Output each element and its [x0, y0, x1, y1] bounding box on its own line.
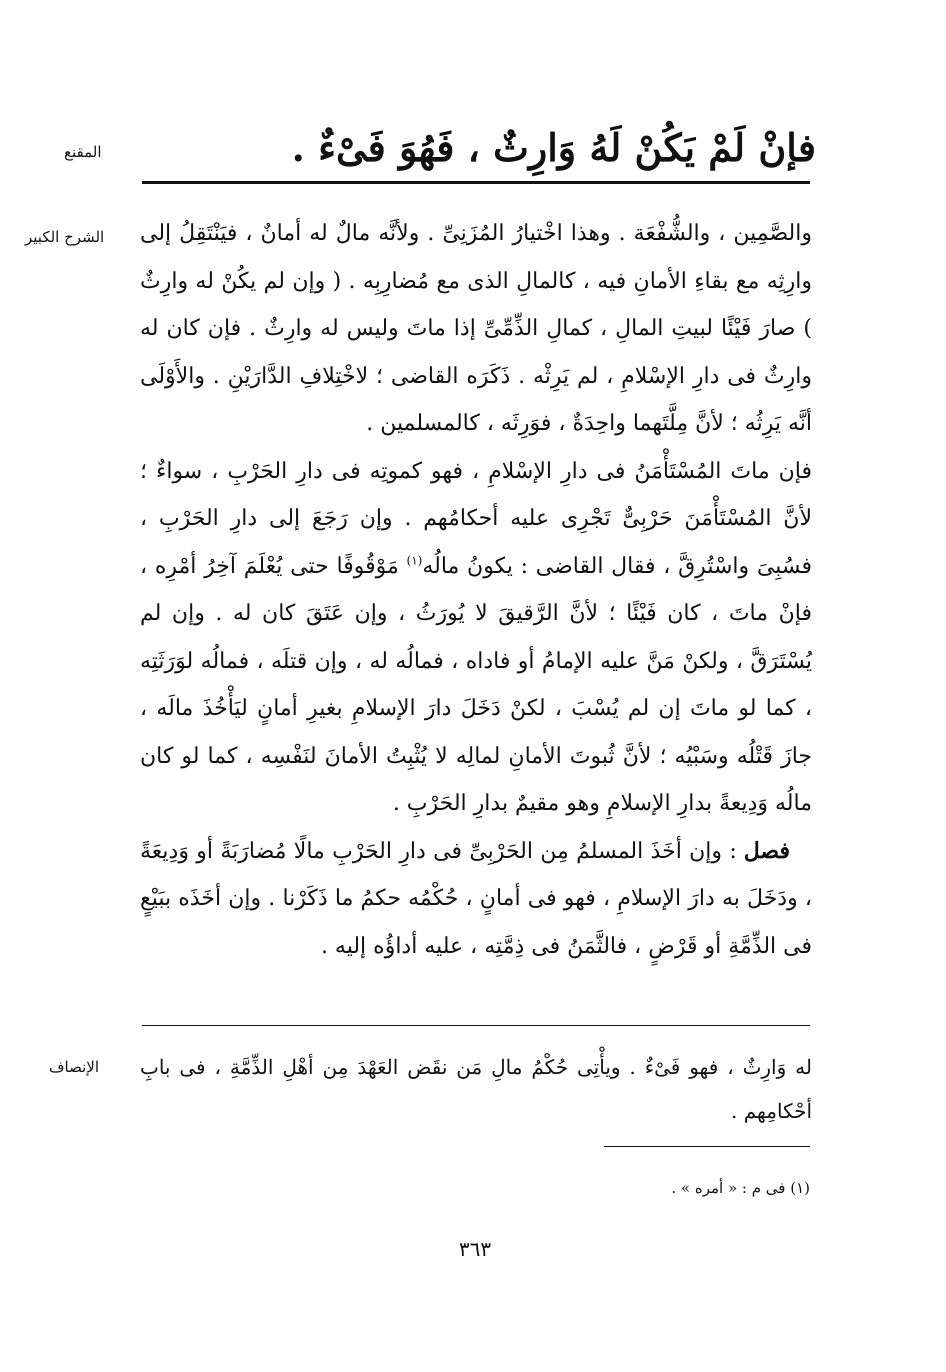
fasl-heading: فصل	[743, 837, 791, 864]
margin-label-insaf: الإنصاف	[49, 1058, 100, 1076]
footnote: (١) فى م : « أمره » .	[671, 1179, 810, 1197]
sharh-body	[140, 210, 812, 970]
sharh-paragraph-1: والصَّمِين ، والشُّفْعَة . وهذا اخْتيارُ المُزَنِىِّ . ولأنَّه مالٌ له أمانٌ ، فيَنْتَقِلُ إلى وارِثِه مع بقاءِ الأمانِ فيه ، كالمالِ الذى مع مُضارِبِه . ( وإن لم يكُنْ له وارِثٌ ) صارَ فَيْئًا لبيتِ المالِ ، كمالِ الذِّمِّىِّ إذا ماتَ وليس له وارِثٌ . فإن كان له وارِثٌ فى دارِ الإسْلامِ ، لم يَرِثْه . ذَكَرَه القاضى ؛ لاخْتِلافِ الدَّارَيْنِ . والأَوْلَى أنَّه يَرِثُه ؛ لأنَّ مِلَّتَهما واحِدَةٌ ، فوَرِثَه ، كالمسلمين .	[140, 221, 812, 436]
insaf-divider	[142, 1025, 810, 1026]
footnote-marker: (١)	[406, 553, 423, 568]
margin-label-sharh: الشرح الكبير	[25, 228, 105, 246]
sharh-paragraph-2	[140, 448, 812, 828]
insaf-text: له وَارِثٌ ، فهو فَىْءٌ . ويأْتِى حُكْمُ مالِ مَن نقَض العَهْدَ مِن أهْلِ الذِّمَّةِ ، فى بابِ أحْكامِهم .	[140, 1055, 812, 1123]
fasl-paragraph	[140, 828, 812, 971]
sharh-paragraph-2-part-a: فإن ماتَ المُسْتَأْمَنُ فى دارِ الإسْلامِ ، فهو كموتِه فى دارِ الحَرْبِ ، سواءٌ ؛ لأنَّ المُسْتَأْمَنَ حَرْبِىٌّ تَجْرِى عليه أحكامُهم . وإن رَجَعَ إلى دارِ الحَرْبِ ، فسُبِىَ واسْتُرِقَّ ، فقال القاضى : يكونُ مالُه	[140, 458, 812, 579]
header-divider	[142, 181, 810, 184]
muqni-text: فإنْ لَمْ يَكُنْ لَهُ وَارِثٌ ، فَهُوَ فَىْءٌ .	[291, 125, 816, 170]
fasl-text: : وإن أخَذَ المسلمُ مِن الحَرْبِىِّ فى دارِ الحَرْبِ مالًا مُضارَبَةً أو وَدِيعَةً ، ودَخَلَ به دارَ الإسلامِ ، فهو فى أمانٍ ، حُكْمُه حكمُ ما ذَكَرْنا . وإن أخَذَه ببَيْعٍ فى الذِّمَّةِ أو قَرْضٍ ، فالثَّمَنُ فى ذِمَّتِه ، عليه أداؤُه إليه .	[140, 838, 812, 959]
sharh-paragraph-2-part-b: مَوْقُوفًا حتى يُعْلَمَ آخِرُ أمْرِه ، فإنْ ماتَ ، كان فَيْئًا ؛ لأنَّ الرَّقيقَ لا يُورَثُ ، وإن عَتَقَ كان له . وإن لم يُسْتَرَقَّ ، ولكنْ مَنَّ عليه الإمامُ أو فاداه ، فمالُه له ، وإن قتلَه ، فمالُه لوَرَثَتِه ، كما لو ماتَ إن لم يُسْبَ ، لكنْ دَخَلَ دارَ الإسلامِ بغيرِ أمانٍ ليَأْخُذَ مالَه ، جازَ قَتْلُه وسَبْيُه ؛ لأنَّ ثُبوتَ الأمانِ لمالِه لا يُثْبِتُ الأمانَ لنَفْسِه ، كما لو كان مالُه وَدِيعةً بدارِ الإسلامِ وهو مقيمٌ بدارِ الحَرْبِ .	[140, 553, 812, 816]
page-number: ٣٦٣	[458, 1237, 492, 1261]
footnote-divider	[604, 1146, 810, 1147]
margin-label-muqni: المقنع	[64, 143, 102, 161]
